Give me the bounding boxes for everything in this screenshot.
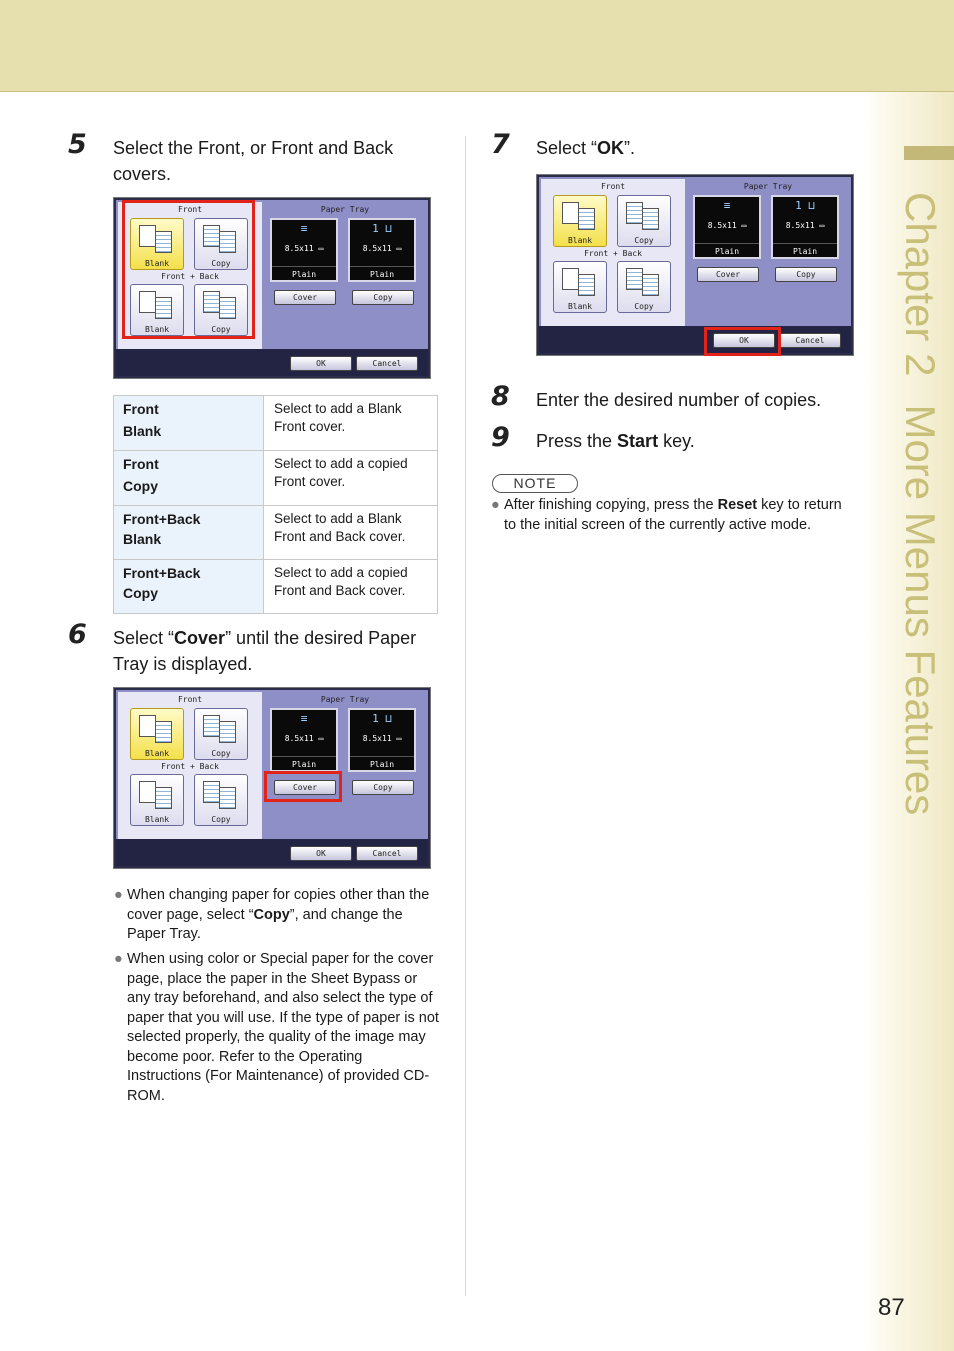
copy-page-icon [578,208,595,230]
step-5-text: Select the Front, or Front and Back covers. [113,138,394,184]
option-desc: Select to add a copied Front and Back cover. [264,560,438,614]
cover-options-table [113,395,438,614]
option-desc: Select to add a Blank Front and Back cover. [264,506,438,560]
front-title: Front [177,695,203,704]
tray-size: 8.5x11 ▭ [284,734,324,743]
paper-tray-title: Paper Tray [743,182,793,191]
tray-size: 8.5x11 ▭ [785,221,825,230]
copy-tray[interactable] [348,218,416,282]
front-back-blank-tile[interactable] [130,774,184,826]
tile-label: Blank [144,325,170,334]
tray-type: Plain [350,266,414,279]
ok-button[interactable]: OK [713,333,775,348]
text-bold: Reset [717,497,758,513]
text-part: key to return to the initial screen of the currently active mode. [504,497,842,533]
copy-button[interactable]: Copy [775,267,837,282]
text-part: Select “ [536,138,598,158]
text-part: ”, and change the Paper Tray. [127,906,403,942]
tile-label: Copy [634,302,654,311]
tile-label: Copy [211,749,231,758]
key-line2: Blank [123,531,162,547]
column-divider [465,136,466,1296]
tray-size: 8.5x11 ▭ [362,734,402,743]
tray-icon: 1 ⊔ [795,199,815,212]
paper-tray-pane [264,692,426,839]
key-line1: Front+Back [123,565,201,581]
highlight-cover-options [122,200,255,339]
tray-type: Plain [350,756,414,769]
step-7-text [536,135,856,161]
copy-page-icon [626,268,643,290]
table-row [114,560,438,614]
tray-type: Plain [272,756,336,769]
cover-tray[interactable] [270,218,338,282]
option-key [114,506,264,560]
chapter-label: Chapter 2 [897,192,944,377]
screen-step7 [536,174,854,356]
table-row [114,451,438,506]
tile-label: Copy [211,815,231,824]
copy-page-icon [155,721,172,743]
cancel-button[interactable]: Cancel [356,356,418,371]
tray-icon: ≡ [300,222,308,235]
ok-button[interactable]: OK [290,846,352,861]
cover-button[interactable]: Cover [697,267,759,282]
cover-button[interactable]: Cover [274,780,336,795]
tray-type: Plain [695,243,759,256]
page-number: 87 [878,1294,905,1321]
front-copy-tile[interactable] [194,708,248,760]
option-key [114,396,264,451]
cancel-button[interactable]: Cancel [779,333,841,348]
highlight-ok-button [704,327,781,356]
note-bullet-reset [491,496,849,535]
step-6-text [113,625,443,677]
bullet-dot-icon: ● [114,887,123,903]
front-blank-tile[interactable] [553,195,607,247]
front-back-title: Front + Back [161,272,219,281]
step-5-number: 5 [68,129,87,160]
front-back-title: Front + Back [161,762,219,771]
blank-page-icon [139,781,156,803]
table-row [114,396,438,451]
front-copy-tile[interactable] [617,195,671,247]
paper-tray-title: Paper Tray [320,695,370,704]
table-row [114,506,438,560]
tile-label: Blank [144,815,170,824]
copy-page-icon [642,274,659,296]
key-line2: Copy [123,585,158,601]
header-band [0,0,954,92]
front-title: Front [177,205,203,214]
note-label: NOTE [492,474,578,493]
option-desc: Select to add a copied Front cover. [264,451,438,506]
copy-page-icon [578,274,595,296]
blank-page-icon [562,202,579,224]
tray-icon: ≡ [300,712,308,725]
text-bold: Copy [253,906,290,923]
text-part: When using color or Special paper for the cover page, place the paper in the Sheet Bypass or any tray beforehand, and also select the type of paper that you will use. If the type of paper is not selected properly, the quality of the image may become poor. Refer to the Operating Instructions (For Maintenance) of provided CD-ROM. [127,951,439,1104]
text-part: Press the [536,431,618,451]
cover-tray[interactable] [693,195,761,259]
front-pane [541,179,685,326]
bullet-dot-icon: ● [114,951,123,967]
tray-type: Plain [272,266,336,279]
tray-type: Plain [773,243,837,256]
copy-page-icon [219,721,236,743]
copy-page-icon [626,202,643,224]
key-line1: Front [123,456,159,472]
copy-page-icon [155,787,172,809]
chapter-tab-bar [904,146,954,160]
tray-icon: 1 ⊔ [372,712,392,725]
tile-label: Blank [567,302,593,311]
tray-size: 8.5x11 ▭ [362,244,402,253]
chapter-side-title [894,192,944,816]
text-part: After finishing copying, press the [504,497,718,513]
blank-page-icon [139,715,156,737]
step-6-number: 6 [68,619,87,650]
option-desc: Select to add a Blank Front cover. [264,396,438,451]
text-part: ”. [624,138,636,158]
paper-tray-title: Paper Tray [320,205,370,214]
key-line2: Copy [123,478,158,494]
step-7-number: 7 [491,129,510,160]
tray-icon: ≡ [723,199,731,212]
text-part: Select “ [113,628,175,648]
bullet-dot-icon: ● [491,497,500,513]
option-key [114,451,264,506]
cover-button[interactable]: Cover [274,290,336,305]
step-8-number: 8 [491,381,510,412]
text-bold: Start [617,431,659,451]
key-line1: Front+Back [123,511,201,527]
front-pane [118,692,262,839]
text-bold: OK [597,138,625,158]
tile-label: Blank [144,259,170,268]
tile-label: Blank [144,749,170,758]
copy-button[interactable]: Copy [352,290,414,305]
front-back-blank-tile[interactable] [553,261,607,313]
paper-tray-pane [264,202,426,349]
front-back-copy-tile[interactable] [617,261,671,313]
text-part: When changing paper for copies other than the cover page, select “ [127,887,430,923]
copy-tray[interactable] [348,708,416,772]
key-line2: Blank [123,423,162,439]
text-part: ” until the desired Paper Tray is displayed. [113,628,417,674]
front-back-title: Front + Back [584,249,642,258]
cover-tray[interactable] [270,708,338,772]
step-9-text [536,428,856,454]
paper-tray-pane [687,179,849,326]
copy-page-icon [203,715,220,737]
tray-icon: 1 ⊔ [372,222,392,235]
step-8-text: Enter the desired number of copies. [536,390,822,410]
note-bullet-special-paper [114,950,439,1106]
option-key [114,560,264,614]
copy-page-icon [219,787,236,809]
text-part: key. [658,431,695,451]
tile-label: Copy [211,325,231,334]
front-back-copy-tile[interactable] [194,774,248,826]
copy-page-icon [203,781,220,803]
tray-size: 8.5x11 ▭ [284,244,324,253]
step-9-number: 9 [491,422,510,453]
copy-button[interactable]: Copy [352,780,414,795]
note-bullet-copy [114,886,439,945]
tile-label: Copy [211,259,231,268]
key-line1: Front [123,401,159,417]
text-bold: Cover [174,628,226,648]
tray-size: 8.5x11 ▭ [707,221,747,230]
cancel-button[interactable]: Cancel [356,846,418,861]
copy-page-icon [642,208,659,230]
highlight-cover-button [264,771,342,802]
ok-button[interactable]: OK [290,356,352,371]
front-title: Front [600,182,626,191]
copy-tray[interactable] [771,195,839,259]
tile-label: Blank [567,236,593,245]
front-blank-tile[interactable] [130,708,184,760]
chapter-title: More Menus Features [897,404,944,816]
blank-page-icon [562,268,579,290]
tile-label: Copy [634,236,654,245]
